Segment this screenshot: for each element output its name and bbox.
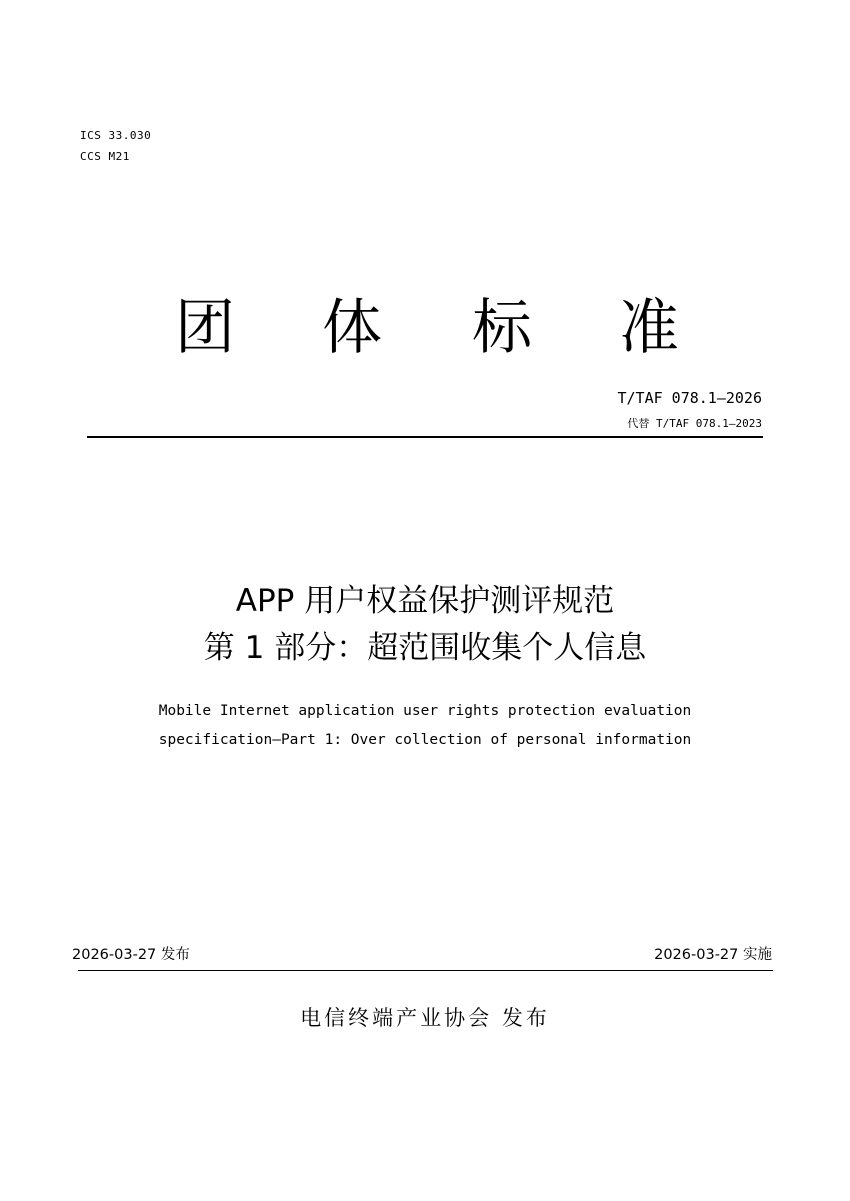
standard-type-char: 团: [175, 293, 235, 363]
replaces-standard: 代替 T/TAF 078.1—2023: [627, 417, 762, 430]
effective-date: 2026-03-27 实施: [654, 947, 772, 963]
english-title-line-2: specification—Part 1: Over collection of personal information: [158, 732, 692, 748]
ics-code: ICS 33.030: [80, 129, 152, 142]
standard-number: T/TAF 078.1—2026: [617, 389, 762, 407]
header-divider: [87, 436, 763, 438]
standard-type-char: 标: [472, 293, 532, 363]
english-title-line-1: Mobile Internet application user rights protection evaluation: [158, 703, 692, 719]
chinese-title-line-2: 第 1 部分：超范围收集个人信息: [203, 630, 647, 666]
chinese-title-line-1: APP 用户权益保护测评规范: [235, 583, 615, 619]
footer-divider: [78, 970, 773, 971]
standard-type-char: 准: [619, 293, 679, 363]
ccs-code: CCS M21: [80, 150, 130, 163]
issuer: 电信终端产业协会 发布: [300, 1006, 550, 1030]
publish-date: 2026-03-27 发布: [72, 947, 190, 963]
standard-type-heading: [0, 288, 850, 368]
standard-type-char: 体: [322, 293, 382, 363]
